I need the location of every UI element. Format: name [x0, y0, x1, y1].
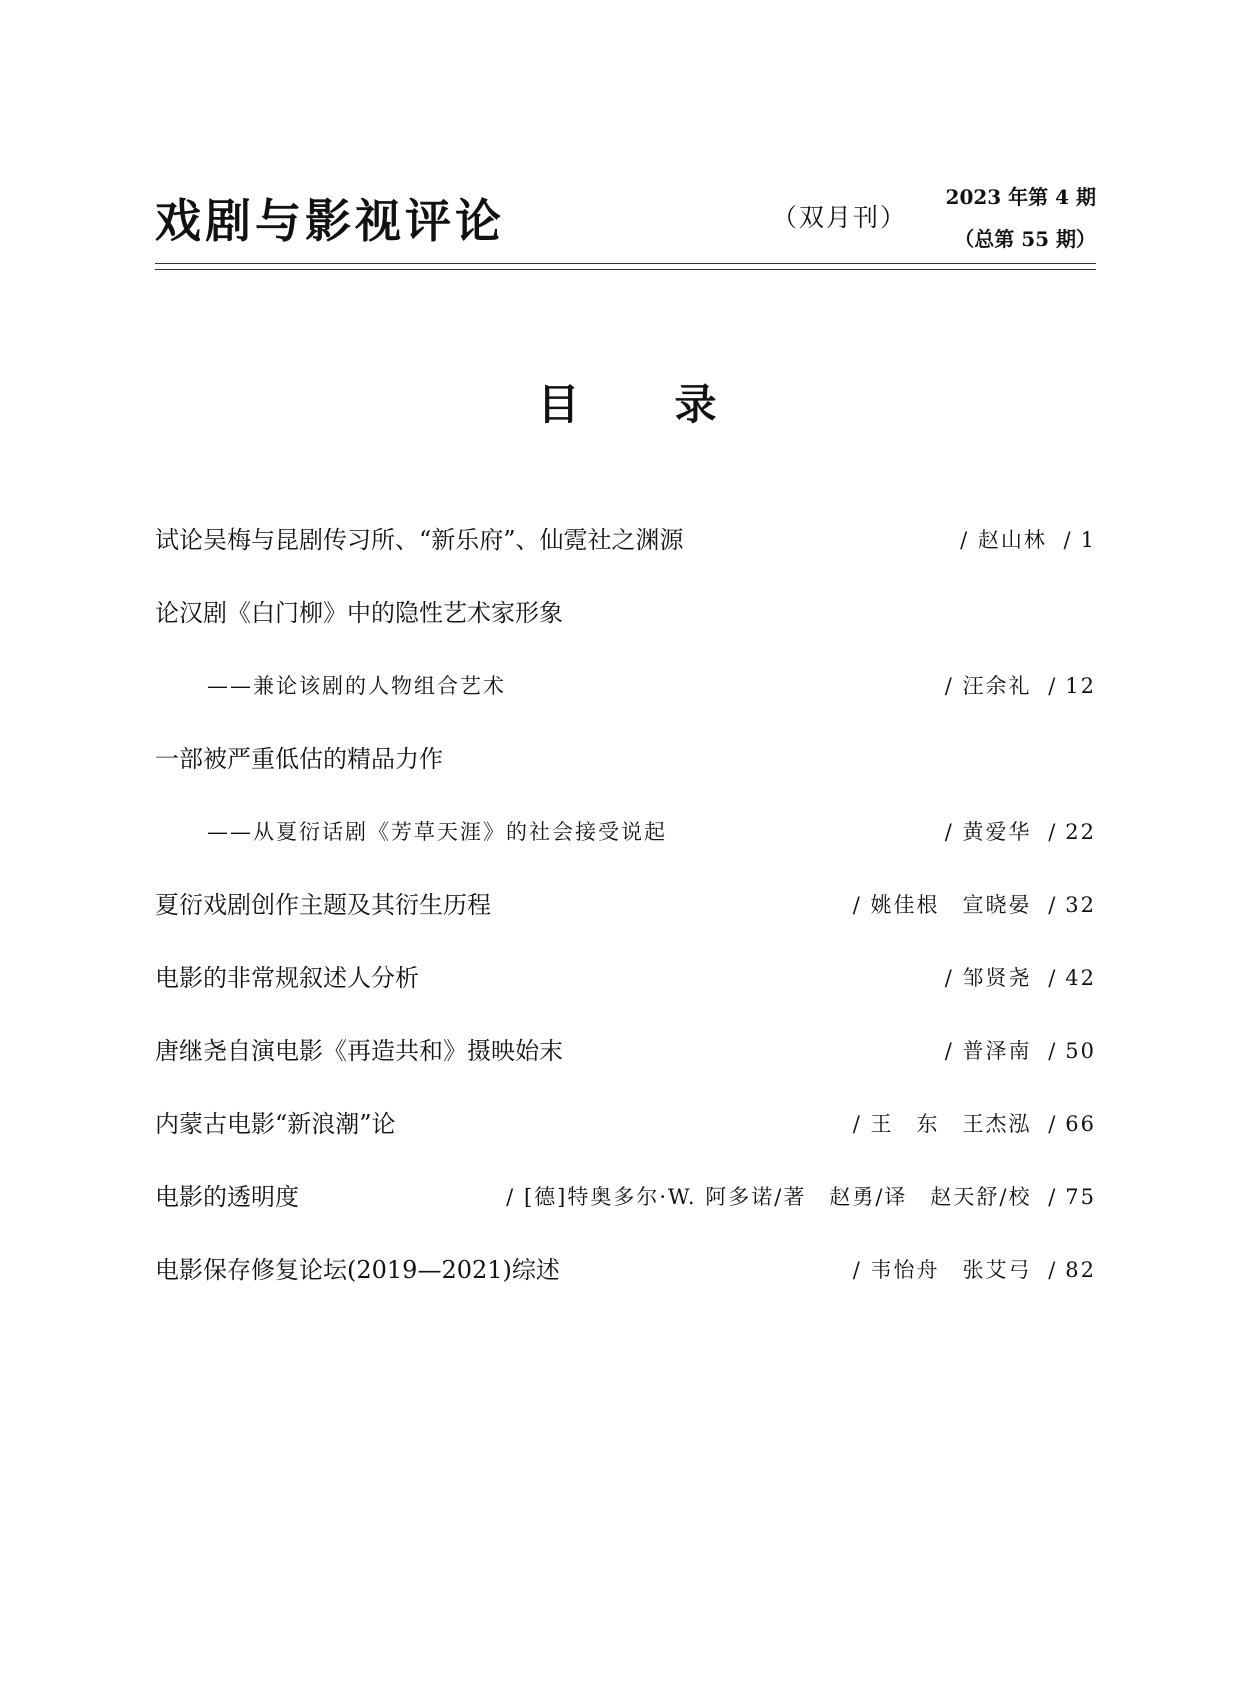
toc-entry[interactable]: [155, 593, 1096, 666]
table-of-contents: [155, 520, 1096, 1323]
toc-entry-title[interactable]: 试论吴梅与昆剧传习所、“新乐府”、仙霓社之渊源: [155, 526, 684, 554]
toc-entry-page: 1: [1080, 528, 1096, 552]
total-issue-number: （总第 55 期）: [954, 227, 1096, 251]
toc-entry-author: 赵山林: [977, 528, 1047, 552]
toc-heading-char-2: 录: [674, 380, 717, 429]
toc-entry-author: 姚佳根 宣晓晏: [870, 893, 1032, 917]
toc-entry-page: 22: [1065, 820, 1096, 844]
toc-heading-char-1: 目: [537, 380, 580, 429]
toc-entry-title[interactable]: 论汉剧《白门柳》中的隐性艺术家形象: [155, 599, 563, 627]
issue-number: 2023 年第 4 期: [945, 185, 1096, 209]
toc-entry-author: 邹贤尧: [962, 966, 1032, 990]
toc-entry-subtitle-row[interactable]: [155, 812, 1096, 885]
toc-entry-byline: / 韦怡舟 张艾弓 / 82: [852, 1258, 1096, 1282]
toc-entry-title[interactable]: 内蒙古电影“新浪潮”论: [155, 1110, 396, 1138]
toc-entry-page: 82: [1065, 1258, 1096, 1282]
toc-entry-author: 王 东 王杰泓: [870, 1112, 1032, 1136]
toc-entry-title[interactable]: 电影的非常规叙述人分析: [155, 964, 419, 992]
toc-entry-author: 韦怡舟 张艾弓: [870, 1258, 1032, 1282]
toc-entry[interactable]: [155, 958, 1096, 1031]
toc-entry[interactable]: [155, 739, 1096, 812]
toc-entry-page: 12: [1065, 674, 1096, 698]
toc-entry-author: 黄爱华: [962, 820, 1032, 844]
toc-entry-page: 50: [1065, 1039, 1096, 1063]
toc-entry-page: 66: [1065, 1112, 1096, 1136]
toc-entry-subtitle-row[interactable]: [155, 666, 1096, 739]
issue-info: [946, 176, 1096, 260]
toc-entry-byline: / [德]特奥多尔·W. 阿多诺/著 赵勇/译 赵天舒/校 / 75: [506, 1185, 1096, 1209]
toc-entry[interactable]: [155, 1250, 1096, 1323]
toc-entry-author: 汪余礼: [962, 674, 1032, 698]
toc-entry-title[interactable]: 夏衍戏剧创作主题及其衍生历程: [155, 891, 491, 919]
toc-entry-byline: / 姚佳根 宣晓晏 / 32: [852, 893, 1096, 917]
toc-entry-subtitle[interactable]: ——从夏衍话剧《芳草天涯》的社会接受说起: [207, 820, 667, 844]
toc-entry-byline: / 王 东 王杰泓 / 66: [852, 1112, 1096, 1136]
toc-entry-author: [德]特奥多尔·W. 阿多诺/著 赵勇/译 赵天舒/校: [523, 1185, 1032, 1209]
toc-entry-title[interactable]: 电影的透明度: [155, 1183, 299, 1211]
toc-entry-title[interactable]: 唐继尧自演电影《再造共和》摄映始末: [155, 1037, 563, 1065]
header-rule-bottom: [155, 269, 1096, 270]
toc-entry-byline: / 邹贤尧 / 42: [944, 966, 1096, 990]
toc-entry-author: 普泽南: [962, 1039, 1032, 1063]
toc-entry-title[interactable]: 一部被严重低估的精品力作: [155, 745, 443, 773]
toc-heading: [0, 372, 1254, 432]
journal-title: 戏剧与影视评论: [155, 194, 505, 248]
toc-entry-byline: / 黄爱华 / 22: [944, 820, 1096, 844]
publication-frequency: （双月刊）: [772, 203, 908, 232]
toc-entry-byline: / 普泽南 / 50: [944, 1039, 1096, 1063]
toc-entry-page: 42: [1065, 966, 1096, 990]
toc-entry[interactable]: [155, 885, 1096, 958]
toc-entry-page: 32: [1065, 893, 1096, 917]
toc-entry[interactable]: [155, 1177, 1096, 1250]
toc-entry-title[interactable]: 电影保存修复论坛(2019—2021)综述: [155, 1256, 560, 1284]
toc-entry[interactable]: [155, 1104, 1096, 1177]
header-rule-top: [155, 263, 1096, 264]
toc-entry[interactable]: [155, 520, 1096, 593]
toc-entry[interactable]: [155, 1031, 1096, 1104]
toc-entry-page: 75: [1065, 1185, 1096, 1209]
toc-entry-byline: / 赵山林 / 1: [960, 528, 1096, 552]
toc-entry-byline: / 汪余礼 / 12: [944, 674, 1096, 698]
toc-entry-subtitle[interactable]: ——兼论该剧的人物组合艺术: [207, 674, 506, 698]
